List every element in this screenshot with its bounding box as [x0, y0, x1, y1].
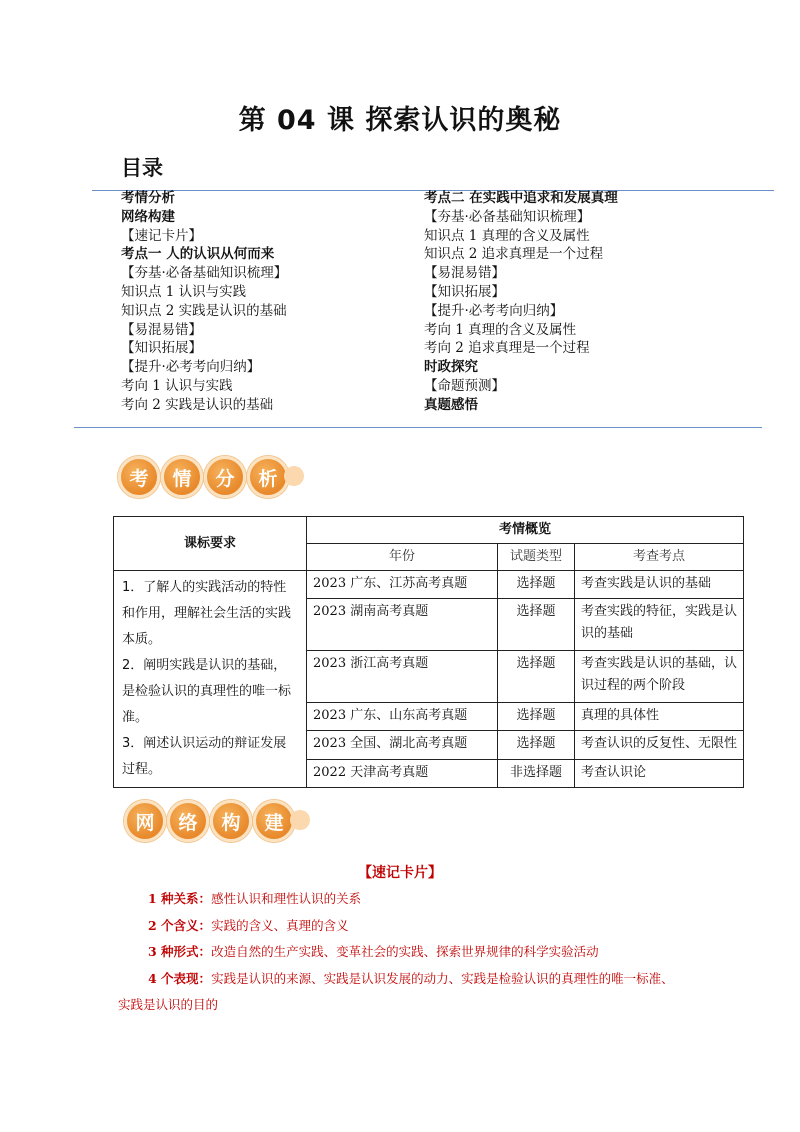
- table-subheader-year: 年份: [307, 544, 498, 571]
- quick-card: [118, 886, 678, 1019]
- table-header-requirements: 课标要求: [114, 517, 307, 571]
- banner-char: 络: [167, 800, 209, 842]
- table-requirements-cell: [114, 571, 307, 788]
- network-banner: [124, 800, 310, 842]
- toc-entry[interactable]: 【速记卡片】: [121, 227, 202, 244]
- banner-char: 析: [247, 456, 289, 498]
- toc-left-column: [121, 189, 287, 415]
- toc-entry[interactable]: 【知识拓展】: [424, 283, 505, 300]
- toc-heading: 目录: [121, 156, 163, 180]
- table-cell-type: 非选择题: [498, 759, 575, 787]
- table-cell-year: 2023 广东、山东高考真题: [307, 702, 498, 730]
- toc-right-column: [424, 189, 618, 415]
- card-item-text: 改造自然的生产实践、变革社会的实践、探索世界规律的科学实验活动: [211, 944, 599, 959]
- card-item-text: 实践是认识的来源、实践是认识发展的动力、实践是检验认识的真理性的唯一标准、实践是认识的目的: [118, 970, 674, 1012]
- toc-entry[interactable]: 【夯基·必备基础知识梳理】: [424, 208, 591, 225]
- toc-entry[interactable]: 时政探究: [424, 359, 478, 376]
- toc-entry[interactable]: 【易混易错】: [424, 265, 505, 282]
- banner-decoration: [284, 466, 304, 486]
- card-item: [118, 966, 678, 1019]
- table-cell-type: 选择题: [498, 651, 575, 703]
- exam-analysis-banner: [118, 456, 304, 498]
- banner-char: 分: [204, 456, 246, 498]
- toc-entry[interactable]: 考点一 人的认识从何而来: [121, 246, 275, 263]
- table-cell-point: 考查实践是认识的基础: [575, 571, 744, 599]
- table-cell-point: 真理的具体性: [575, 702, 744, 730]
- table-cell-year: 2022 天津高考真题: [307, 759, 498, 787]
- table-cell-year: 2023 湖南高考真题: [307, 599, 498, 651]
- card-item-key: 3 种形式：: [148, 944, 212, 959]
- toc-entry[interactable]: 考向 1 认识与实践: [121, 377, 233, 394]
- banner-decoration: [290, 810, 310, 830]
- toc-entry[interactable]: 考情分析: [121, 190, 175, 206]
- toc-bottom-rule: [74, 427, 762, 428]
- table-cell-point: 考查实践的特征，实践是认识的基础: [575, 599, 744, 651]
- banner-char: 构: [210, 800, 252, 842]
- banner-char: 网: [124, 800, 166, 842]
- requirement-item: 3．阐述认识运动的辩证发展过程。: [122, 736, 287, 777]
- table-cell-type: 选择题: [498, 731, 575, 759]
- table-cell-point: 考查实践是认识的基础，认识过程的两个阶段: [575, 651, 744, 703]
- toc-entry[interactable]: 知识点 1 真理的含义及属性: [424, 227, 590, 244]
- card-item-key: 2 个含义：: [148, 917, 212, 933]
- requirement-item: 2．阐明实践是认识的基础，是检验认识的真理性的唯一标准。: [122, 658, 292, 725]
- table-cell-type: 选择题: [498, 571, 575, 599]
- toc-entry[interactable]: 知识点 2 实践是认识的基础: [121, 302, 287, 319]
- toc-entry[interactable]: 知识点 1 认识与实践: [121, 283, 247, 300]
- toc-entry[interactable]: 【命题预测】: [424, 377, 505, 394]
- card-item-text: 感性认识和理性认识的关系: [211, 891, 362, 906]
- toc-entry[interactable]: 【易混易错】: [121, 321, 202, 338]
- toc-entry[interactable]: 【知识拓展】: [121, 340, 202, 357]
- table-cell-point: 考查认识的反复性、无限性: [575, 731, 744, 759]
- card-title: 【速记卡片】: [358, 865, 442, 881]
- toc-entry[interactable]: 真题感悟: [424, 396, 478, 413]
- exam-overview-table: [113, 516, 744, 788]
- toc-entry[interactable]: 知识点 2 追求真理是一个过程: [424, 246, 604, 263]
- card-item: [118, 913, 678, 940]
- table-cell-year: 2023 广东、江苏高考真题: [307, 571, 498, 599]
- banner-char: 考: [118, 456, 160, 498]
- toc-entry[interactable]: 考点二 在实践中追求和发展真理: [424, 190, 618, 206]
- card-item-text: 实践的含义、真理的含义: [211, 917, 349, 933]
- card-item: [118, 886, 678, 913]
- table-cell-type: 选择题: [498, 702, 575, 730]
- card-item-key: 4 个表现：: [148, 970, 212, 986]
- card-item-key: 1 种关系：: [148, 891, 212, 906]
- page-title: 第 04 课 探索认识的奥秘: [238, 105, 562, 136]
- requirement-item: 1．了解人的实践活动的特性和作用，理解社会生活的实践本质。: [122, 580, 292, 647]
- toc-entry[interactable]: 【夯基·必备基础知识梳理】: [121, 265, 288, 282]
- toc-entry[interactable]: 网络构建: [121, 208, 175, 225]
- table-cell-type: 选择题: [498, 599, 575, 651]
- table-cell-year: 2023 全国、湖北高考真题: [307, 731, 498, 759]
- table-cell-year: 2023 浙江高考真题: [307, 651, 498, 703]
- banner-char: 建: [253, 800, 295, 842]
- toc-entry[interactable]: 考向 2 实践是认识的基础: [121, 396, 274, 413]
- toc-entry[interactable]: 【提升·必考考向归纳】: [121, 359, 261, 376]
- card-item: [118, 939, 678, 966]
- table-cell-point: 考查认识论: [575, 759, 744, 787]
- table-subheader-type: 试题类型: [498, 544, 575, 571]
- toc-entry[interactable]: 【提升·必考考向归纳】: [424, 302, 564, 319]
- toc-entry[interactable]: 考向 1 真理的含义及属性: [424, 321, 577, 338]
- table-header-overview: 考情概览: [307, 517, 744, 544]
- banner-char: 情: [161, 456, 203, 498]
- table-subheader-point: 考查考点: [575, 544, 744, 571]
- toc-entry[interactable]: 考向 2 追求真理是一个过程: [424, 340, 590, 357]
